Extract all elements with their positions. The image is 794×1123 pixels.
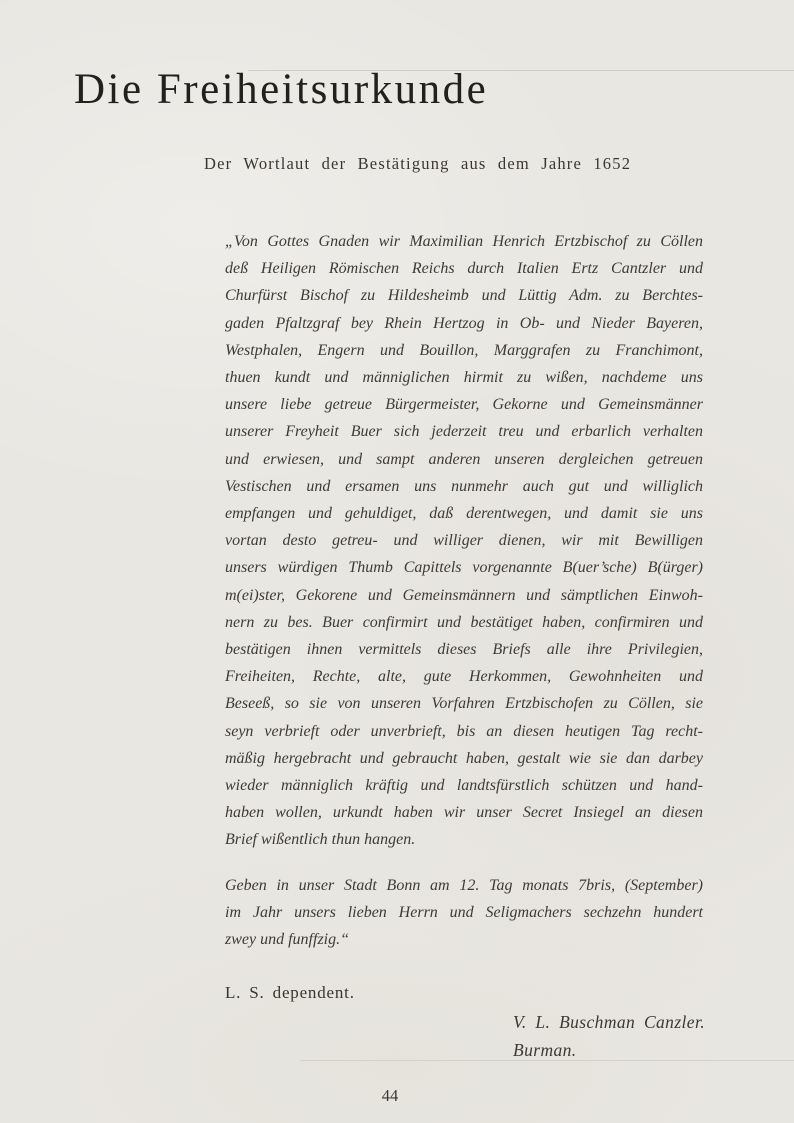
quote-line: bestätigen ihnen vermittels dieses Briefs alle ihre Privilegien, <box>225 641 703 659</box>
subtitle: Der Wortlaut der Bestätigung aus dem Jahre 1652 <box>204 154 632 173</box>
quote-line: haben wollen, urkundt haben wir unser Secret Insiegel an diesen <box>225 804 703 822</box>
signature-line-chancellor: V. L. Buschman Canzler. <box>513 1012 706 1032</box>
quote-line: unsere liebe getreue Bürgermeister, Gekorne und Gemeinsmänner <box>225 396 703 414</box>
quote-line: m(ei)ster, Gekorene und Gemeinsmännern und sämptlichen Einwoh- <box>225 586 703 604</box>
quote-paragraph-2 <box>225 872 703 954</box>
quote-line: zwey und funffzig.“ <box>225 931 350 949</box>
quote-line: mäßig hergebracht und gebraucht haben, gestalt wie sie dan darbey <box>225 749 703 767</box>
quote-line: Geben in unser Stadt Bonn am 12. Tag monats 7bris, (September) <box>225 876 703 894</box>
quote-line: Beseeß, so sie von unseren Vorfahren Ertzbischofen zu Cöllen, sie <box>225 695 703 713</box>
page-number: 44 <box>381 1086 399 1105</box>
quote-line: Westphalen, Engern und Bouillon, Marggrafen zu Franchimont, <box>225 341 703 359</box>
quote-line: wieder männiglich kräftig und landtsfürstlich schützen und hand- <box>225 777 703 795</box>
quote-line: unsers würdigen Thumb Capittels vorgenannte B(uer’sche) B(ürger) <box>225 559 703 577</box>
quote-line: seyn verbrieft oder unverbrieft, bis an diesen heutigen Tag recht- <box>225 722 703 740</box>
quote-line: deß Heiligen Römischen Reichs durch Italien Ertz Cantzler und <box>225 260 703 278</box>
charter-quote <box>225 228 703 953</box>
quote-line: unserer Freyheit Buer sich jederzeit treu und erbarlich verhalten <box>225 423 703 441</box>
quote-line: gaden Pfaltzgraf bey Rhein Hertzog in Ob- und Nieder Bayeren, <box>225 314 703 332</box>
quote-line: Churfürst Bischof zu Hildesheimb und Lüttig Adm. zu Berchtes- <box>225 287 703 305</box>
seal-note: L. S. dependent. <box>225 983 355 1002</box>
quote-line: thuen kundt und männiglichen hirmit zu wißen, nachdeme uns <box>225 369 703 387</box>
quote-paragraph-1 <box>225 228 703 854</box>
signature-line-burman: Burman. <box>513 1039 577 1060</box>
quote-line: Brief wißentlich thun hangen. <box>225 831 416 849</box>
quote-line: nern zu bes. Buer confirmirt und bestätiget haben, confirmiren und <box>225 613 703 631</box>
signature-block <box>513 1009 705 1064</box>
quote-line: vortan desto getreu- und williger dienen, wir mit Bewilligen <box>225 532 703 550</box>
quote-line: empfangen und gehuldiget, daß derentwegen, und damit sie uns <box>225 505 703 523</box>
quote-line: im Jahr unsers lieben Herrn und Seligmachers sechzehn hundert <box>225 903 703 921</box>
page-title: Die Freiheitsurkunde <box>74 66 489 113</box>
quote-line: und erwiesen, und sampt anderen unseren dergleichen getreuen <box>225 450 703 468</box>
quote-line: Freiheiten, Rechte, alte, gute Herkommen, Gewohnheiten und <box>225 668 703 686</box>
quote-line: „Von Gottes Gnaden wir Maximilian Henrich Ertzbischof zu Cöllen <box>225 233 703 250</box>
quote-line: Vestischen und ersamen uns nunmehr auch gut und williglich <box>225 477 703 495</box>
